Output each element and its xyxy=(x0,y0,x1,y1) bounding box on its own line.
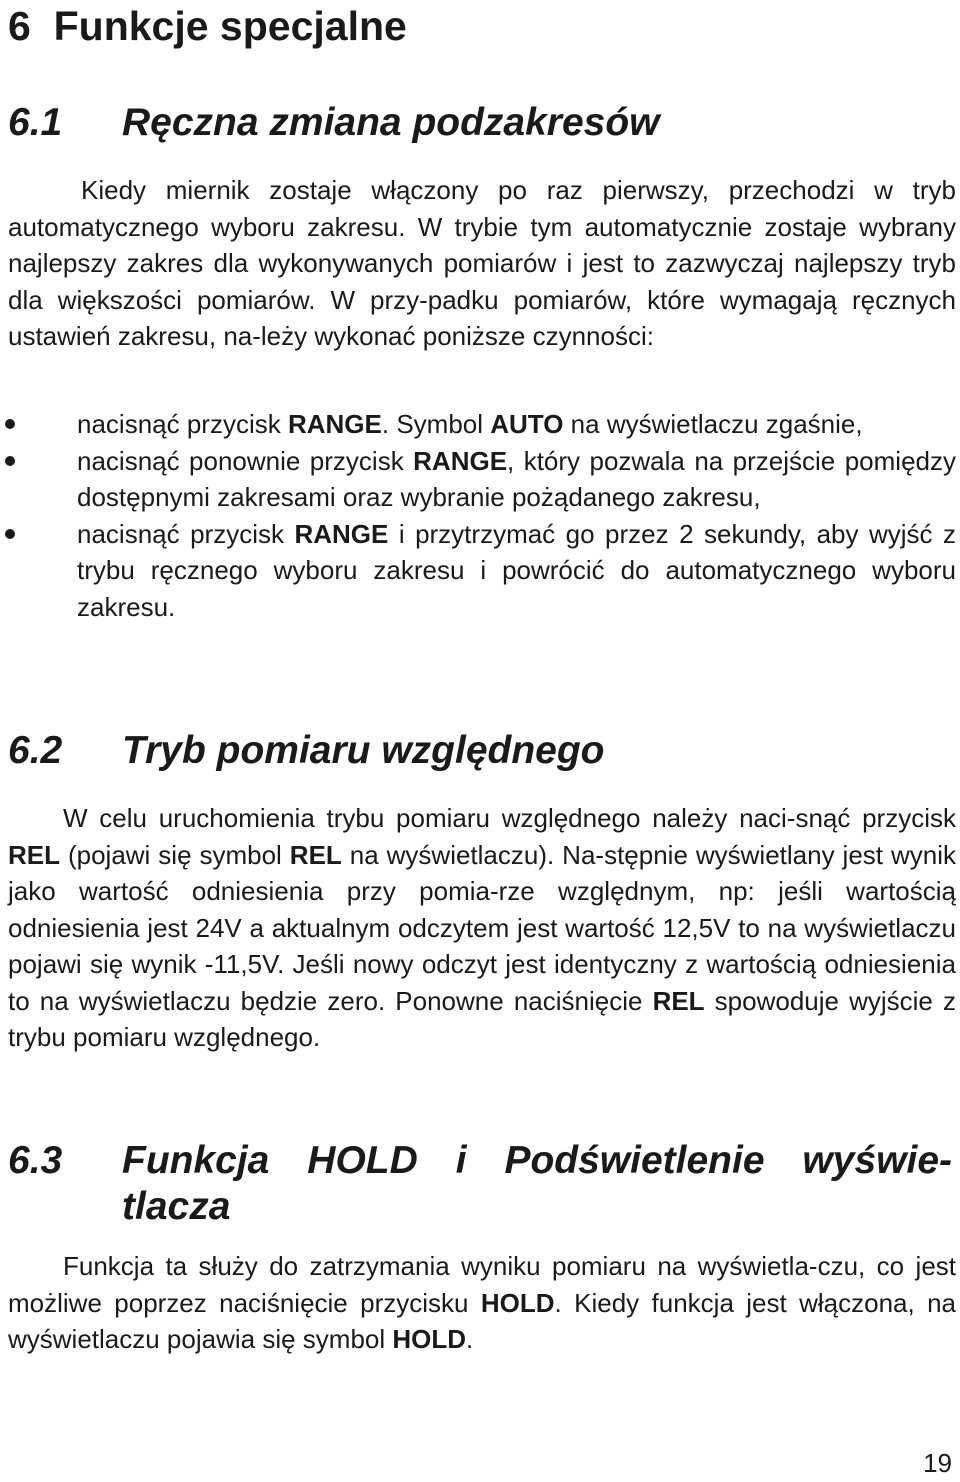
section-6-1-intro xyxy=(8,172,956,355)
body-text: W celu uruchomienia trybu pomiaru względnego należy naci-snąć przycisk xyxy=(63,803,956,833)
page-number: 19 xyxy=(923,1448,952,1478)
symbol-label: HOLD xyxy=(392,1324,467,1354)
section-heading-6-2 xyxy=(8,728,605,774)
key-label: HOLD xyxy=(480,1287,555,1318)
chapter-title: Funkcje specjalne xyxy=(53,3,407,49)
key-label: RANGE xyxy=(294,518,389,549)
symbol-label: AUTO xyxy=(490,409,564,439)
item-text: nacisnąć przycisk xyxy=(77,409,288,439)
body-text: . xyxy=(466,1324,474,1354)
key-label: RANGE xyxy=(287,409,382,439)
body-text: spowoduje wyjście z trybu pomiaru względnego. xyxy=(8,985,956,1052)
section-heading-6-3 xyxy=(8,1138,952,1230)
section-number: 6.2 xyxy=(8,729,63,772)
item-text: , który pozwala na przejście pomiędzy dostępnymi zakresami oraz wybranie pożądanego zakresu, xyxy=(77,445,956,512)
bullet-icon xyxy=(5,419,15,429)
list-item xyxy=(0,406,956,443)
item-text: . Symbol xyxy=(381,409,491,439)
item-text: nacisnąć przycisk xyxy=(77,518,295,549)
key-label: RANGE xyxy=(413,445,508,476)
body-text: Funkcja ta służy do zatrzymania wyniku pomiaru na wyświetla-czu, co jest możliwe poprzez naciśnięcie przycisku xyxy=(8,1251,956,1318)
body-text: (pojawi się symbol xyxy=(60,839,290,870)
range-steps-list xyxy=(0,406,956,625)
list-item xyxy=(0,516,956,626)
section-heading-6-1 xyxy=(8,100,660,146)
item-text: na wyświetlaczu zgaśnie, xyxy=(563,409,863,439)
intro-text: Kiedy miernik zostaje włączony po raz pierwszy, przechodzi w tryb automatycznego wyboru zakresu. W trybie tym automatycznie zostaje wybrany najlepszy zakres dla wykonywanych pomiarów i jest to zazwyczaj najlepszy tryb dla większości pomiarów. W przy-padku pomiarów, które wymagają ręcznych ustawień zakresu, na-leży wykonać poniższe czynności: xyxy=(8,175,956,351)
section-title: Ręczna zmiana podzakresów xyxy=(122,101,660,144)
chapter-number: 6 xyxy=(8,3,31,49)
section-title: Funkcja HOLD i Podświetlenie wyświe-tlacza xyxy=(122,1139,952,1228)
body-text: . Kiedy funkcja jest włączona, na wyświetlaczu pojawia się symbol xyxy=(8,1287,956,1354)
item-text: nacisnąć ponownie przycisk xyxy=(77,445,414,476)
key-label: REL xyxy=(652,985,705,1016)
item-text: i przytrzymać go przez 2 sekundy, aby wyjść z trybu ręcznego wyboru zakresu i powrócić do automatycznego wyboru zakresu. xyxy=(77,518,956,622)
list-item xyxy=(0,443,956,516)
bullet-icon xyxy=(5,529,15,539)
bullet-icon xyxy=(5,456,15,466)
key-label: REL xyxy=(8,839,60,870)
body-text: na wyświetlaczu). Na-stępnie wyświetlany jest wynik jako wartość odniesienia przy pomia-rze względnym, np: jeśli wartością odniesienia jest 24V a aktualnym odczytem jest wartość 12,5V to na wyświetlaczu pojawi się wynik -11,5V. Jeśli nowy odczyt jest identyczny z wartością odniesienia to na wyświetlaczu będzie zero. Ponowne naciśnięcie xyxy=(8,839,956,1016)
symbol-label: REL xyxy=(289,839,342,870)
section-number: 6.3 xyxy=(8,1139,63,1182)
section-6-2-body xyxy=(8,800,956,1056)
section-number: 6.1 xyxy=(8,101,63,144)
chapter-heading xyxy=(8,0,407,52)
section-title: Tryb pomiaru względnego xyxy=(122,729,605,772)
section-6-3-body xyxy=(8,1248,956,1358)
